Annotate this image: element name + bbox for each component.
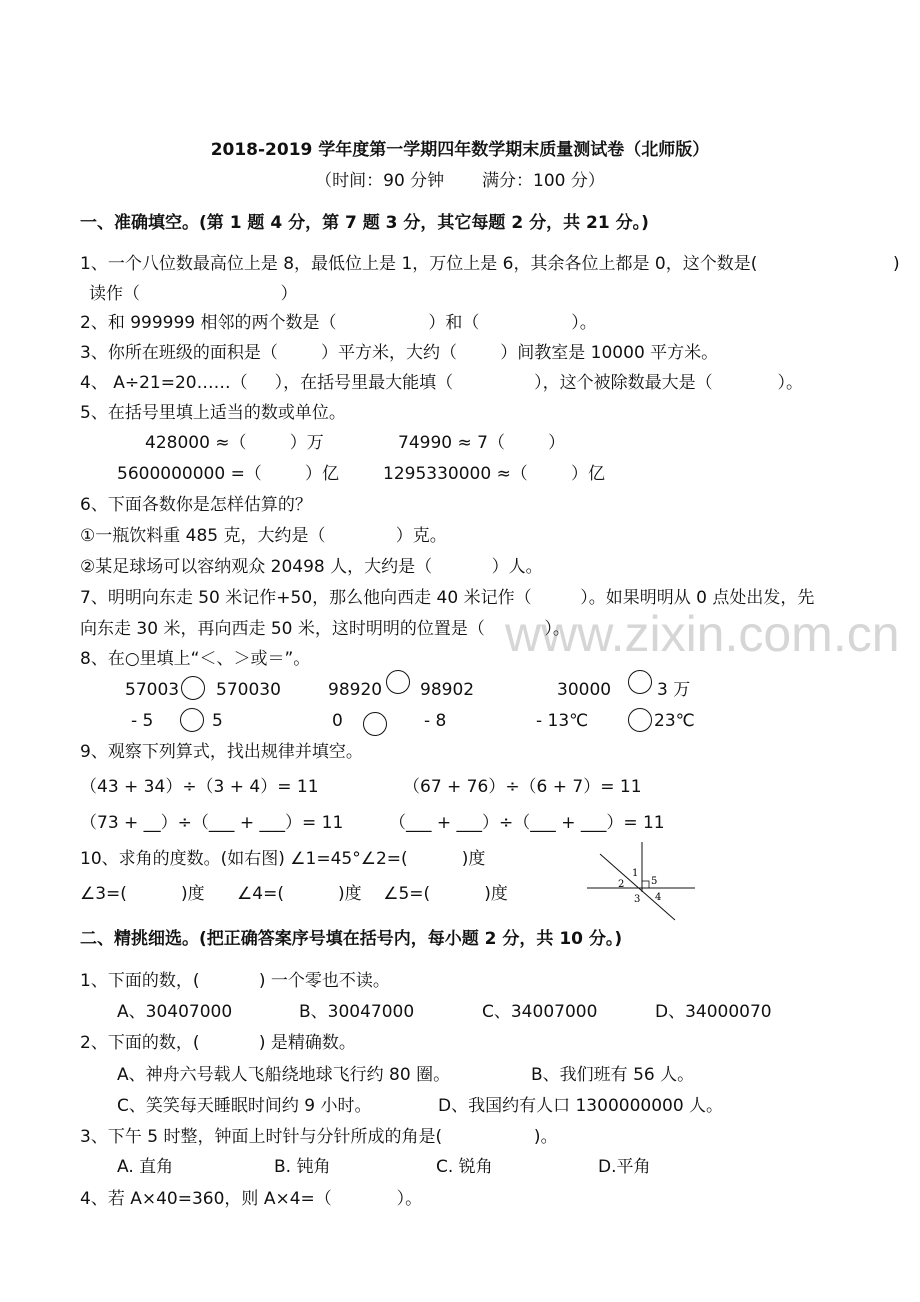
q8-item: 57003 — [125, 680, 180, 700]
q8-item: 98920 — [328, 680, 383, 700]
s1-q5-c: 5600000000 =（ ）亿 — [117, 464, 340, 484]
s1-q1-close: ) — [893, 254, 900, 274]
diagonal-line — [600, 854, 675, 920]
s2-q1-opt: C、34007000 — [482, 1002, 598, 1022]
s1-q5-d: 1295330000 ≈（ ）亿 — [383, 464, 606, 484]
angle-label: 2 — [618, 879, 625, 890]
s1-q7-b: 向东走 30 米，再向西走 50 米，这时明明的位置是（ ）。 — [80, 619, 570, 639]
s2-q3-opt: C. 锐角 — [436, 1157, 493, 1177]
s2-q4: 4、若 A×40=360，则 A×4=（ ）。 — [80, 1189, 423, 1209]
compare-circle[interactable] — [181, 676, 205, 700]
angle-label: 5 — [651, 876, 658, 887]
s2-q1-opt: A、30407000 — [117, 1002, 233, 1022]
s1-q1-read: 读作（ ） — [89, 284, 298, 304]
s1-q3: 3、你所在班级的面积是（ ）平方米，大约（ ）间教室是 10000 平方米。 — [80, 343, 719, 363]
angle-figure — [585, 840, 697, 922]
angle-label: 3 — [634, 894, 641, 905]
compare-circle[interactable] — [628, 708, 652, 732]
s1-q9-a: （43 + 34）÷（3 + 4）= 11 — [80, 777, 319, 797]
q8-item: 570030 — [216, 680, 281, 700]
s2-q2-opt: B、我们班有 56 人。 — [531, 1065, 695, 1085]
compare-circle[interactable] — [363, 712, 387, 736]
q8-item: - 13℃ — [536, 711, 589, 731]
s1-q5-b: 74990 ≈ 7（ ） — [398, 433, 566, 453]
s1-q10: 10、求角的度数。(如右图) ∠1=45°∠2=( )度 — [80, 849, 486, 869]
s2-q3: 3、下午 5 时整，钟面上时针与分针所成的角是( )。 — [80, 1127, 558, 1147]
s1-q4: 4、 A÷21=20……（ ），在括号里最大能填（ ），这个被除数最大是（ ）。 — [80, 373, 804, 393]
angle-label: 4 — [655, 892, 662, 903]
s1-q6-a: ①一瓶饮料重 485 克，大约是（ ）克。 — [80, 526, 447, 546]
q8-item: - 5 — [131, 711, 154, 731]
s1-q6-b: ②某足球场可以容纳观众 20498 人，大约是（ ）人。 — [80, 557, 543, 577]
q8-item: 5 — [212, 711, 223, 731]
q8-item: 3 万 — [657, 680, 691, 700]
s1-q9-c: （73 + __）÷（___ + ___）= 11 — [80, 813, 344, 833]
page-title: 2018-2019 学年度第一学期四年数学期末质量测试卷（北师版） — [210, 140, 710, 160]
s1-q9-d: （___ + ___）÷（___ + ___）= 11 — [389, 813, 665, 833]
s1-q5-a: 428000 ≈（ ）万 — [145, 433, 324, 453]
s1-q9: 9、观察下列算式，找出规律并填空。 — [80, 742, 363, 762]
s2-q1: 1、下面的数，( ) 一个零也不读。 — [80, 971, 390, 991]
q8-item: 0 — [332, 711, 343, 731]
s2-q2: 2、下面的数，( ) 是精确数。 — [80, 1033, 356, 1053]
s2-q2-opt: D、我国约有人口 1300000000 人。 — [438, 1096, 724, 1116]
section1-heading: 一、准确填空。(第 1 题 4 分，第 7 题 3 分，其它每题 2 分，共 21 分。) — [80, 213, 649, 233]
s1-q7: 7、明明向东走 50 米记作+50，那么他向西走 40 米记作（ ）。如果明明从 0 点处出发，先 — [80, 588, 815, 608]
compare-circle[interactable] — [386, 670, 410, 694]
s2-q2-opt: A、神舟六号载人飞船绕地球飞行约 80 圈。 — [117, 1065, 451, 1085]
s2-q2-opt: C、笑笑每天睡眠时间约 9 小时。 — [117, 1096, 372, 1116]
q8-item: 30000 — [557, 680, 612, 700]
s1-q2: 2、和 999999 相邻的两个数是（ ）和（ ）。 — [80, 313, 597, 333]
compare-circle[interactable] — [180, 708, 204, 732]
s2-q3-opt: D.平角 — [598, 1157, 651, 1177]
s1-q10-b: ∠3=( )度 ∠4=( )度 ∠5=( )度 — [80, 884, 508, 904]
s1-q9-b: （67 + 76）÷（6 + 7）= 11 — [403, 777, 642, 797]
s2-q3-opt: A. 直角 — [117, 1157, 174, 1177]
angle-label: 1 — [632, 868, 639, 879]
page-subtitle: （时间：90 分钟 满分：100 分） — [315, 171, 605, 191]
compare-circle[interactable] — [628, 670, 652, 694]
q8-item: - 8 — [424, 711, 447, 731]
watermark: www.zixin.com.cn — [505, 606, 900, 662]
s1-q8: 8、在○里填上“＜、＞或＝”。 — [80, 649, 311, 669]
s1-q5: 5、在括号里填上适当的数或单位。 — [80, 403, 346, 423]
s2-q1-opt: D、34000070 — [655, 1002, 772, 1022]
s2-q1-opt: B、30047000 — [299, 1002, 415, 1022]
s1-q6: 6、下面各数你是怎样估算的？ — [80, 495, 312, 515]
q8-item: 98902 — [420, 680, 475, 700]
s2-q3-opt: B. 钝角 — [274, 1157, 331, 1177]
q8-item: 23℃ — [654, 711, 695, 731]
s1-q1: 1、一个八位数最高位上是 8，最低位上是 1，万位上是 6，其余各位上都是 0，这个数是( — [80, 254, 758, 274]
right-angle-mark — [642, 881, 649, 888]
section2-heading: 二、精挑细选。(把正确答案序号填在括号内，每小题 2 分，共 10 分。) — [80, 929, 623, 949]
